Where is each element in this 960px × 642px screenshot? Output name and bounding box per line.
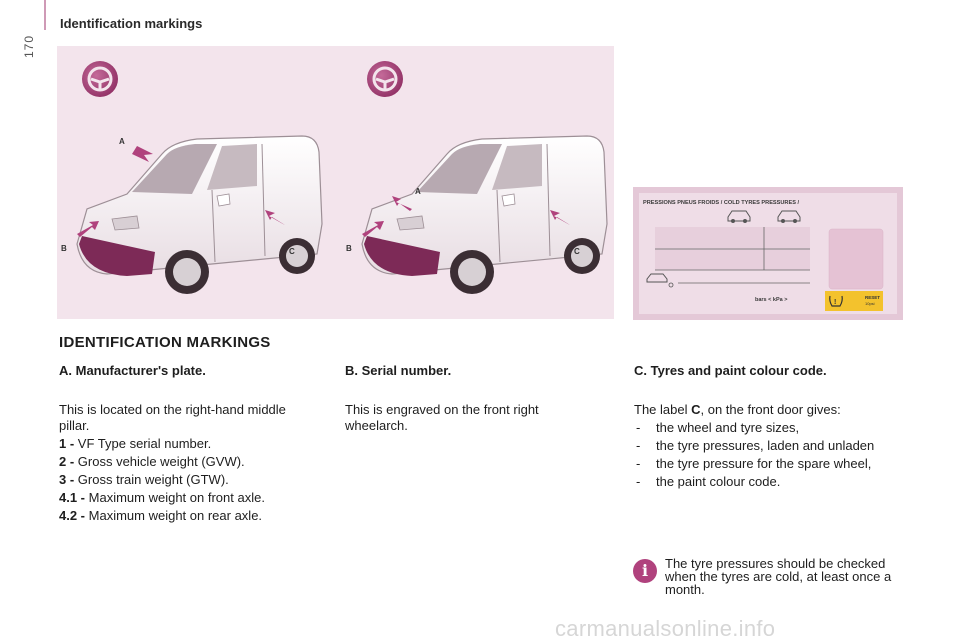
list-item: 4.2 - Maximum weight on rear axle. xyxy=(59,508,263,523)
list-item: - the tyre pressure for the spare wheel, xyxy=(636,456,872,471)
column-c-heading: C. Tyres and paint colour code. xyxy=(634,363,827,378)
page-number: 170 xyxy=(22,34,36,58)
list-item: 2 - Gross vehicle weight (GVW). xyxy=(59,454,245,469)
header-rule xyxy=(44,0,46,30)
marker-c: C xyxy=(289,247,295,256)
marker-a: A xyxy=(119,137,125,146)
van-right xyxy=(346,61,607,294)
info-icon: i xyxy=(633,559,657,583)
marker-b: B xyxy=(346,244,352,253)
list-item: - the wheel and tyre sizes, xyxy=(636,420,800,435)
marker-c: C xyxy=(574,247,580,256)
marker-b: B xyxy=(61,244,67,253)
column-a-intro: This is located on the right-hand middle pillar. xyxy=(59,402,286,433)
column-a xyxy=(59,363,319,526)
van-left xyxy=(61,61,322,294)
list-item: 3 - Gross train weight (GTW). xyxy=(59,472,229,487)
tyre-pressure-label-figure xyxy=(633,187,903,320)
steering-wheel-icon xyxy=(367,61,403,97)
header-title: Identification markings xyxy=(60,16,203,31)
arrow-a xyxy=(132,146,153,162)
steering-wheel-icon xyxy=(82,61,118,97)
column-b xyxy=(345,363,595,436)
section-title: IDENTIFICATION MARKINGS xyxy=(59,334,271,351)
reset-label: RESET xyxy=(865,295,881,300)
van-illustration-panel xyxy=(57,46,614,319)
list-item: - the paint colour code. xyxy=(636,474,781,489)
reset-sub-label: 10psi xyxy=(865,301,875,306)
column-b-text: This is engraved on the front right wheelarch. xyxy=(345,402,539,433)
column-a-heading: A. Manufacturer's plate. xyxy=(59,363,206,378)
tyre-label-units: bars < kPa > xyxy=(755,297,788,303)
list-item: 4.1 - Maximum weight on front axle. xyxy=(59,490,265,505)
watermark: carmanualsonline.info xyxy=(555,616,776,641)
tyre-label-heading: PRESSIONS PNEUS FROIDS / COLD TYRES PRESSURES / xyxy=(643,200,800,206)
list-item: - the tyre pressures, laden and unladen xyxy=(636,438,875,453)
column-c xyxy=(634,363,909,492)
column-c-intro: The label C, on the front door gives: xyxy=(634,402,841,417)
list-item: 1 - VF Type serial number. xyxy=(59,436,212,451)
column-b-heading: B. Serial number. xyxy=(345,363,452,378)
marker-a: A xyxy=(415,187,421,196)
info-text: The tyre pressures should be checked when the tyres are cold, at least once a month. xyxy=(665,556,892,597)
svg-text:!: ! xyxy=(834,299,837,306)
